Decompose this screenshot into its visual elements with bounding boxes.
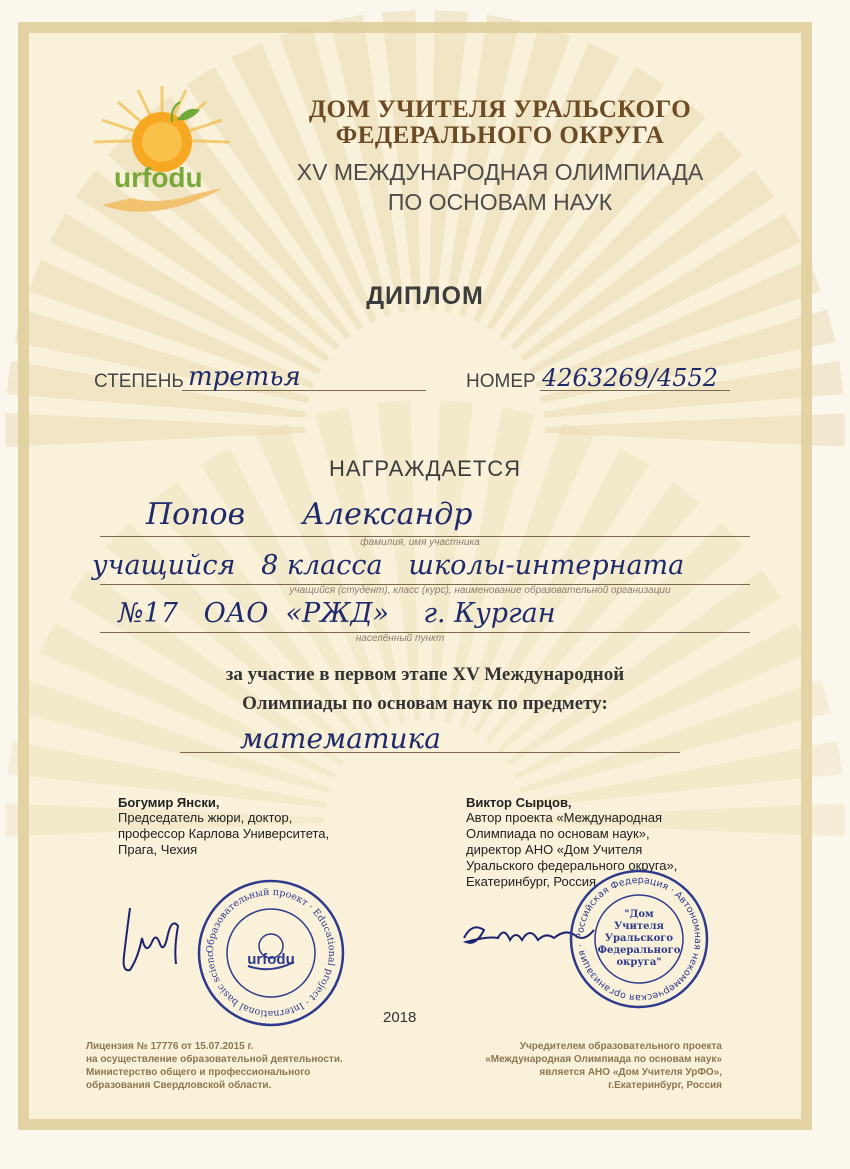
recipient-status: учащийся 8 класса школы-интерната — [92, 550, 685, 581]
subject-value: математика — [240, 722, 441, 755]
right-stamp-line5: округа" — [616, 957, 662, 968]
number-value: 4263269/4552 — [542, 364, 719, 392]
event-name-line2: ПО ОСНОВАМ НАУК — [387, 189, 613, 215]
right-signatory-name: Виктор Сырцов, — [466, 795, 572, 810]
footer-founder: Учредителем образовательного проекта «Международная Олимпиада по основам наук» является АНО «Дом Учителя УрФО», г.Екатеринбург, Россия — [485, 1041, 722, 1091]
awarded-label: НАГРАЖДАЕТСЯ — [328, 456, 522, 481]
right-stamp-line1: "Дом — [624, 909, 654, 920]
recipient-name: Попов Александр — [146, 497, 473, 532]
left-signatory-title: Председатель жюри, доктор, профессор Карлова Университета, Прага, Чехия — [118, 810, 330, 857]
left-stamp — [196, 878, 346, 1028]
left-signature — [116, 898, 186, 978]
degree-label: СТЕПЕНЬ — [94, 371, 184, 392]
right-stamp-line3: Уральского — [604, 933, 674, 944]
right-stamp — [568, 868, 710, 1010]
left-stamp-ring-text: Образовательный проект · Educational project · International basic scienc — [204, 886, 338, 1020]
left-stamp-center-text: urfodu — [247, 951, 295, 968]
right-stamp-ring-text: Российская Федерация · Автономная некоммерческая организация · — [574, 874, 704, 1004]
subject-underline — [180, 752, 680, 753]
status-hint: учащийся (студент), класс (курс), наименование образовательной организации — [289, 585, 671, 596]
right-signatory-title: Автор проекта «Международная Олимпиада по основам наук», директор АНО «Дом Учителя Уральского федерального округа», Екатеринбург, Россия — [466, 810, 678, 889]
org-name-line1: ДОМ УЧИТЕЛЯ УРАЛЬСКОГО — [308, 96, 692, 123]
name-hint: фамилия, имя участника — [360, 537, 480, 548]
org-name-line2: ФЕДЕРАЛЬНОГО ОКРУГА — [335, 122, 665, 149]
number-label: НОМЕР — [466, 371, 536, 392]
ano-round-stamp-icon — [568, 868, 710, 1010]
diploma-title: ДИПЛОМ — [366, 282, 484, 310]
svg-text:Образовательный проект · Educa — [196, 878, 337, 1019]
right-stamp-line4: Федерального — [597, 945, 681, 956]
locality-hint: населённый пункт — [355, 633, 445, 644]
right-stamp-line2: Учителя — [614, 921, 664, 932]
logo-text: urfodu — [114, 162, 203, 193]
educational-project-stamp-icon — [196, 878, 346, 1028]
reason-line1: за участие в первом этапе XV Международной — [225, 664, 625, 685]
degree-value: третья — [188, 362, 301, 392]
reason-line2: Олимпиады по основам наук по предмету: — [242, 693, 608, 714]
left-signatory-name: Богумир Янски, — [118, 795, 220, 810]
event-name-line1: XV МЕЖДУНАРОДНАЯ ОЛИМПИАДА — [296, 159, 704, 185]
issue-year: 2018 — [383, 1009, 417, 1026]
recipient-locality: №17 ОАО «РЖД» г. Курган — [118, 598, 556, 629]
footer-license: Лицензия № 17776 от 15.07.2015 г. на осуществление образовательной деятельности. Министерство общего и профессионального образования Свердловской области. — [86, 1041, 343, 1091]
